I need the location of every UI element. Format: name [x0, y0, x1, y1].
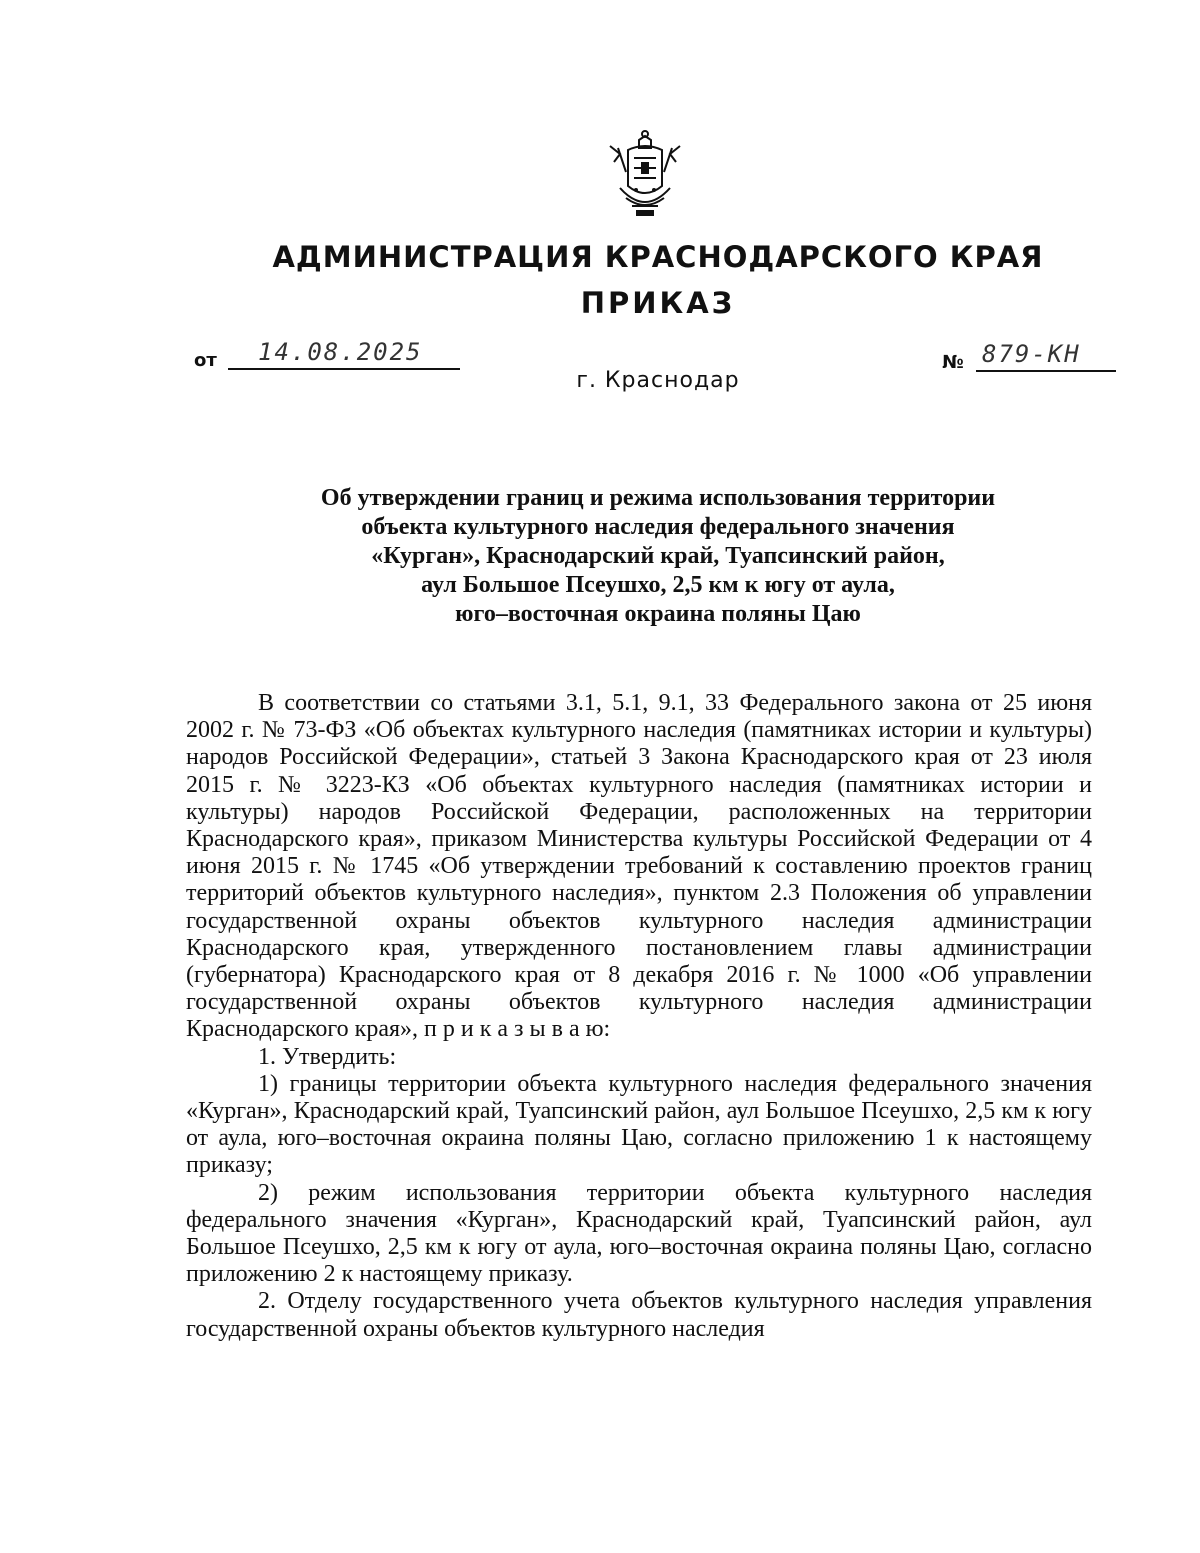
order-subitem-1-2: 2) режим использования территории объекта культурного наследия федерального значения «Курган», Краснодарский край, Туапсинский район, аул Большое Псеушхо, 2,5 км к югу от аула, юго–восточная окраина поляны Цаю, согласно приложению 2 к настоящему приказу.: [186, 1179, 1092, 1288]
city: г. Краснодар: [576, 368, 740, 393]
order-item-2: 2. Отделу государственного учета объектов культурного наследия управления государственной охраны объектов культурного наследия: [186, 1288, 1092, 1342]
document-body: [186, 690, 1092, 1343]
preamble-paragraph: В соответствии со статьями 3.1, 5.1, 9.1, 33 Федерального закона от 25 июня 2002 г. № 73-ФЗ «Об объектах культурного наследия (памятниках истории и культуры) народов Российской Федерации», статьей 3 Закона Краснодарского края от 23 июля 2015 г. № 3223-КЗ «Об объектах культурного наследия (памятниках истории и культуры) народов Российской Федерации, расположенных на территории Краснодарского края», приказом Министерства культуры Российской Федерации от 4 июня 2015 г. № 1745 «Об утверждении требований к составлению проектов границ территорий объектов культурного наследия», пунктом 2.3 Положения об управлении государственной охраны объектов культурного наследия администрации Краснодарского края, утвержденного постановлением главы администрации (губернатора) Краснодарского края от 8 декабря 2016 г. № 1000 «Об управлении государственной охраны объектов культурного наследия администрации Краснодарского края», п р и к а з ы в а ю:: [186, 690, 1092, 1043]
number-value: 879-КН: [976, 336, 1116, 372]
krasnodar-coat-of-arms-icon: [606, 128, 684, 220]
date-value: 14.08.2025: [228, 334, 460, 370]
subject-line: «Курган», Краснодарский край, Туапсинский район,: [371, 543, 945, 569]
subject-line: аул Большое Псеушхо, 2,5 км к югу от аула,: [421, 572, 895, 598]
subject-line: юго–восточная окраина поляны Цаю: [455, 601, 861, 627]
number-label: №: [942, 352, 964, 373]
document-type: ПРИКАЗ: [580, 286, 736, 320]
organization-title: АДМИНИСТРАЦИЯ КРАСНОДАРСКОГО КРАЯ: [272, 240, 1044, 274]
date-label: от: [194, 350, 217, 371]
subject-line: объекта культурного наследия федерального значения: [361, 514, 955, 540]
subject-line: Об утверждении границ и режима использования территории: [320, 485, 996, 511]
document-subject: [230, 484, 1086, 629]
order-subitem-1-1: 1) границы территории объекта культурного наследия федерального значения «Курган», Краснодарский край, Туапсинский район, аул Большое Псеушхо, 2,5 км к югу от аула, юго–восточная окраина поляны Цаю, согласно приложению 1 к настоящему приказу;: [186, 1070, 1092, 1179]
order-item-1: 1. Утвердить:: [258, 1043, 397, 1070]
